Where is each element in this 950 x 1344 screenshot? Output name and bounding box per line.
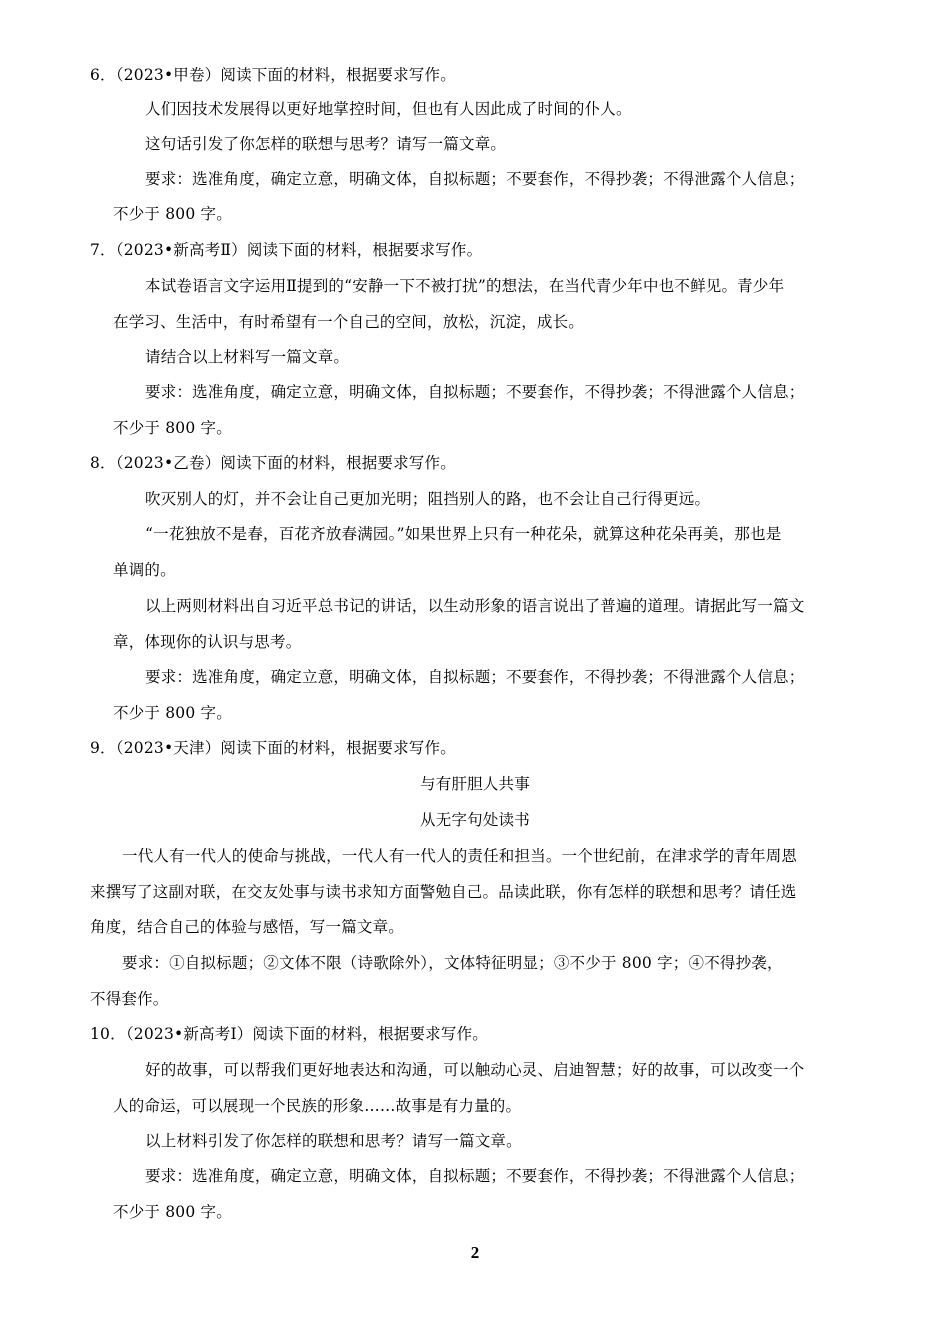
question-7-requirements-cont: 不少于 800 字。 [113,419,232,437]
question-9-line-2: 来撰写了这副对联，在交友处事与读书求知方面警勉自己。品读此联，你有怎样的联想和思考？请任选 [90,883,797,901]
question-6-requirements-cont: 不少于 800 字。 [113,205,232,223]
question-9-header: 9．（2023•天津）阅读下面的材料，根据要求写作。 [90,739,456,757]
question-9-requirements-cont: 不得套作。 [90,990,169,1008]
question-7-line-3: 请结合以上材料写一篇文章。 [145,348,350,366]
question-10-line-1: 好的故事，可以帮我们更好地表达和沟通，可以触动心灵、启迪智慧；好的故事，可以改变一个 [145,1061,805,1079]
question-8-line-3: 单调的。 [113,561,176,579]
question-6-line-2: 这句话引发了你怎样的联想与思考？请写一篇文章。 [145,135,507,153]
question-8-header: 8．（2023•乙卷）阅读下面的材料，根据要求写作。 [90,454,456,472]
couplet-line-1: 与有肝胆人共事 [420,775,530,793]
question-9-line-1: 一代人有一代人的使命与挑战，一代人有一代人的责任和担当。一个世纪前，在津求学的青年周恩 [122,847,798,865]
question-10-requirements-cont: 不少于 800 字。 [113,1203,232,1221]
question-7-line-2: 在学习、生活中，有时希望有一个自己的空间，放松，沉淀，成长。 [113,313,585,331]
question-7-header: 7．（2023•新高考Ⅱ）阅读下面的材料，根据要求写作。 [90,241,483,259]
question-6-header: 6．（2023•甲卷）阅读下面的材料，根据要求写作。 [90,66,456,84]
question-10-requirements: 要求：选准角度，确定立意，明确文体，自拟标题；不要套作，不得抄袭；不得泄露个人信息； [145,1167,805,1185]
question-6-line-1: 人们因技术发展得以更好地掌控时间，但也有人因此成了时间的仆人。 [145,100,632,118]
question-9-requirements: 要求：①自拟标题；②文体不限（诗歌除外），文体特征明显；③不少于 800 字；④不得抄袭， [122,954,783,972]
question-7-line-1: 本试卷语言文字运用Ⅱ提到的“安静一下不被打扰”的想法，在当代青少年中也不鲜见。青少年 [145,277,785,295]
question-10-line-3: 以上材料引发了你怎样的联想和思考？请写一篇文章。 [145,1132,522,1150]
couplet-line-2: 从无字句处读书 [420,811,530,829]
question-6-requirements: 要求：选准角度，确定立意，明确文体，自拟标题；不要套作，不得抄袭；不得泄露个人信息； [145,170,805,188]
question-7-requirements: 要求：选准角度，确定立意，明确文体，自拟标题；不要套作，不得抄袭；不得泄露个人信息； [145,383,805,401]
question-8-requirements-cont: 不少于 800 字。 [113,704,232,722]
question-8-line-5: 章，体现你的认识与思考。 [113,633,302,651]
question-8-line-2: “一花独放不是春，百花齐放春满园。”如果世界上只有一种花朵，就算这种花朵再美，那也是 [145,525,782,543]
question-10-line-2: 人的命运，可以展现一个民族的形象……故事是有力量的。 [113,1097,522,1115]
page-number: 2 [470,1243,480,1262]
question-10-header: 10．（2023•新高考Ⅰ）阅读下面的材料，根据要求写作。 [90,1025,488,1043]
question-8-line-4: 以上两则材料出自习近平总书记的讲话，以生动形象的语言说出了普遍的道理。请据此写一篇文 [145,597,805,615]
question-8-requirements: 要求：选准角度，确定立意，明确文体，自拟标题；不要套作，不得抄袭；不得泄露个人信息； [145,668,805,686]
question-8-line-1: 吹灭别人的灯，并不会让自己更加光明；阻挡别人的路，也不会让自己行得更远。 [145,490,711,508]
question-9-line-3: 角度，结合自己的体验与感悟，写一篇文章。 [90,918,405,936]
